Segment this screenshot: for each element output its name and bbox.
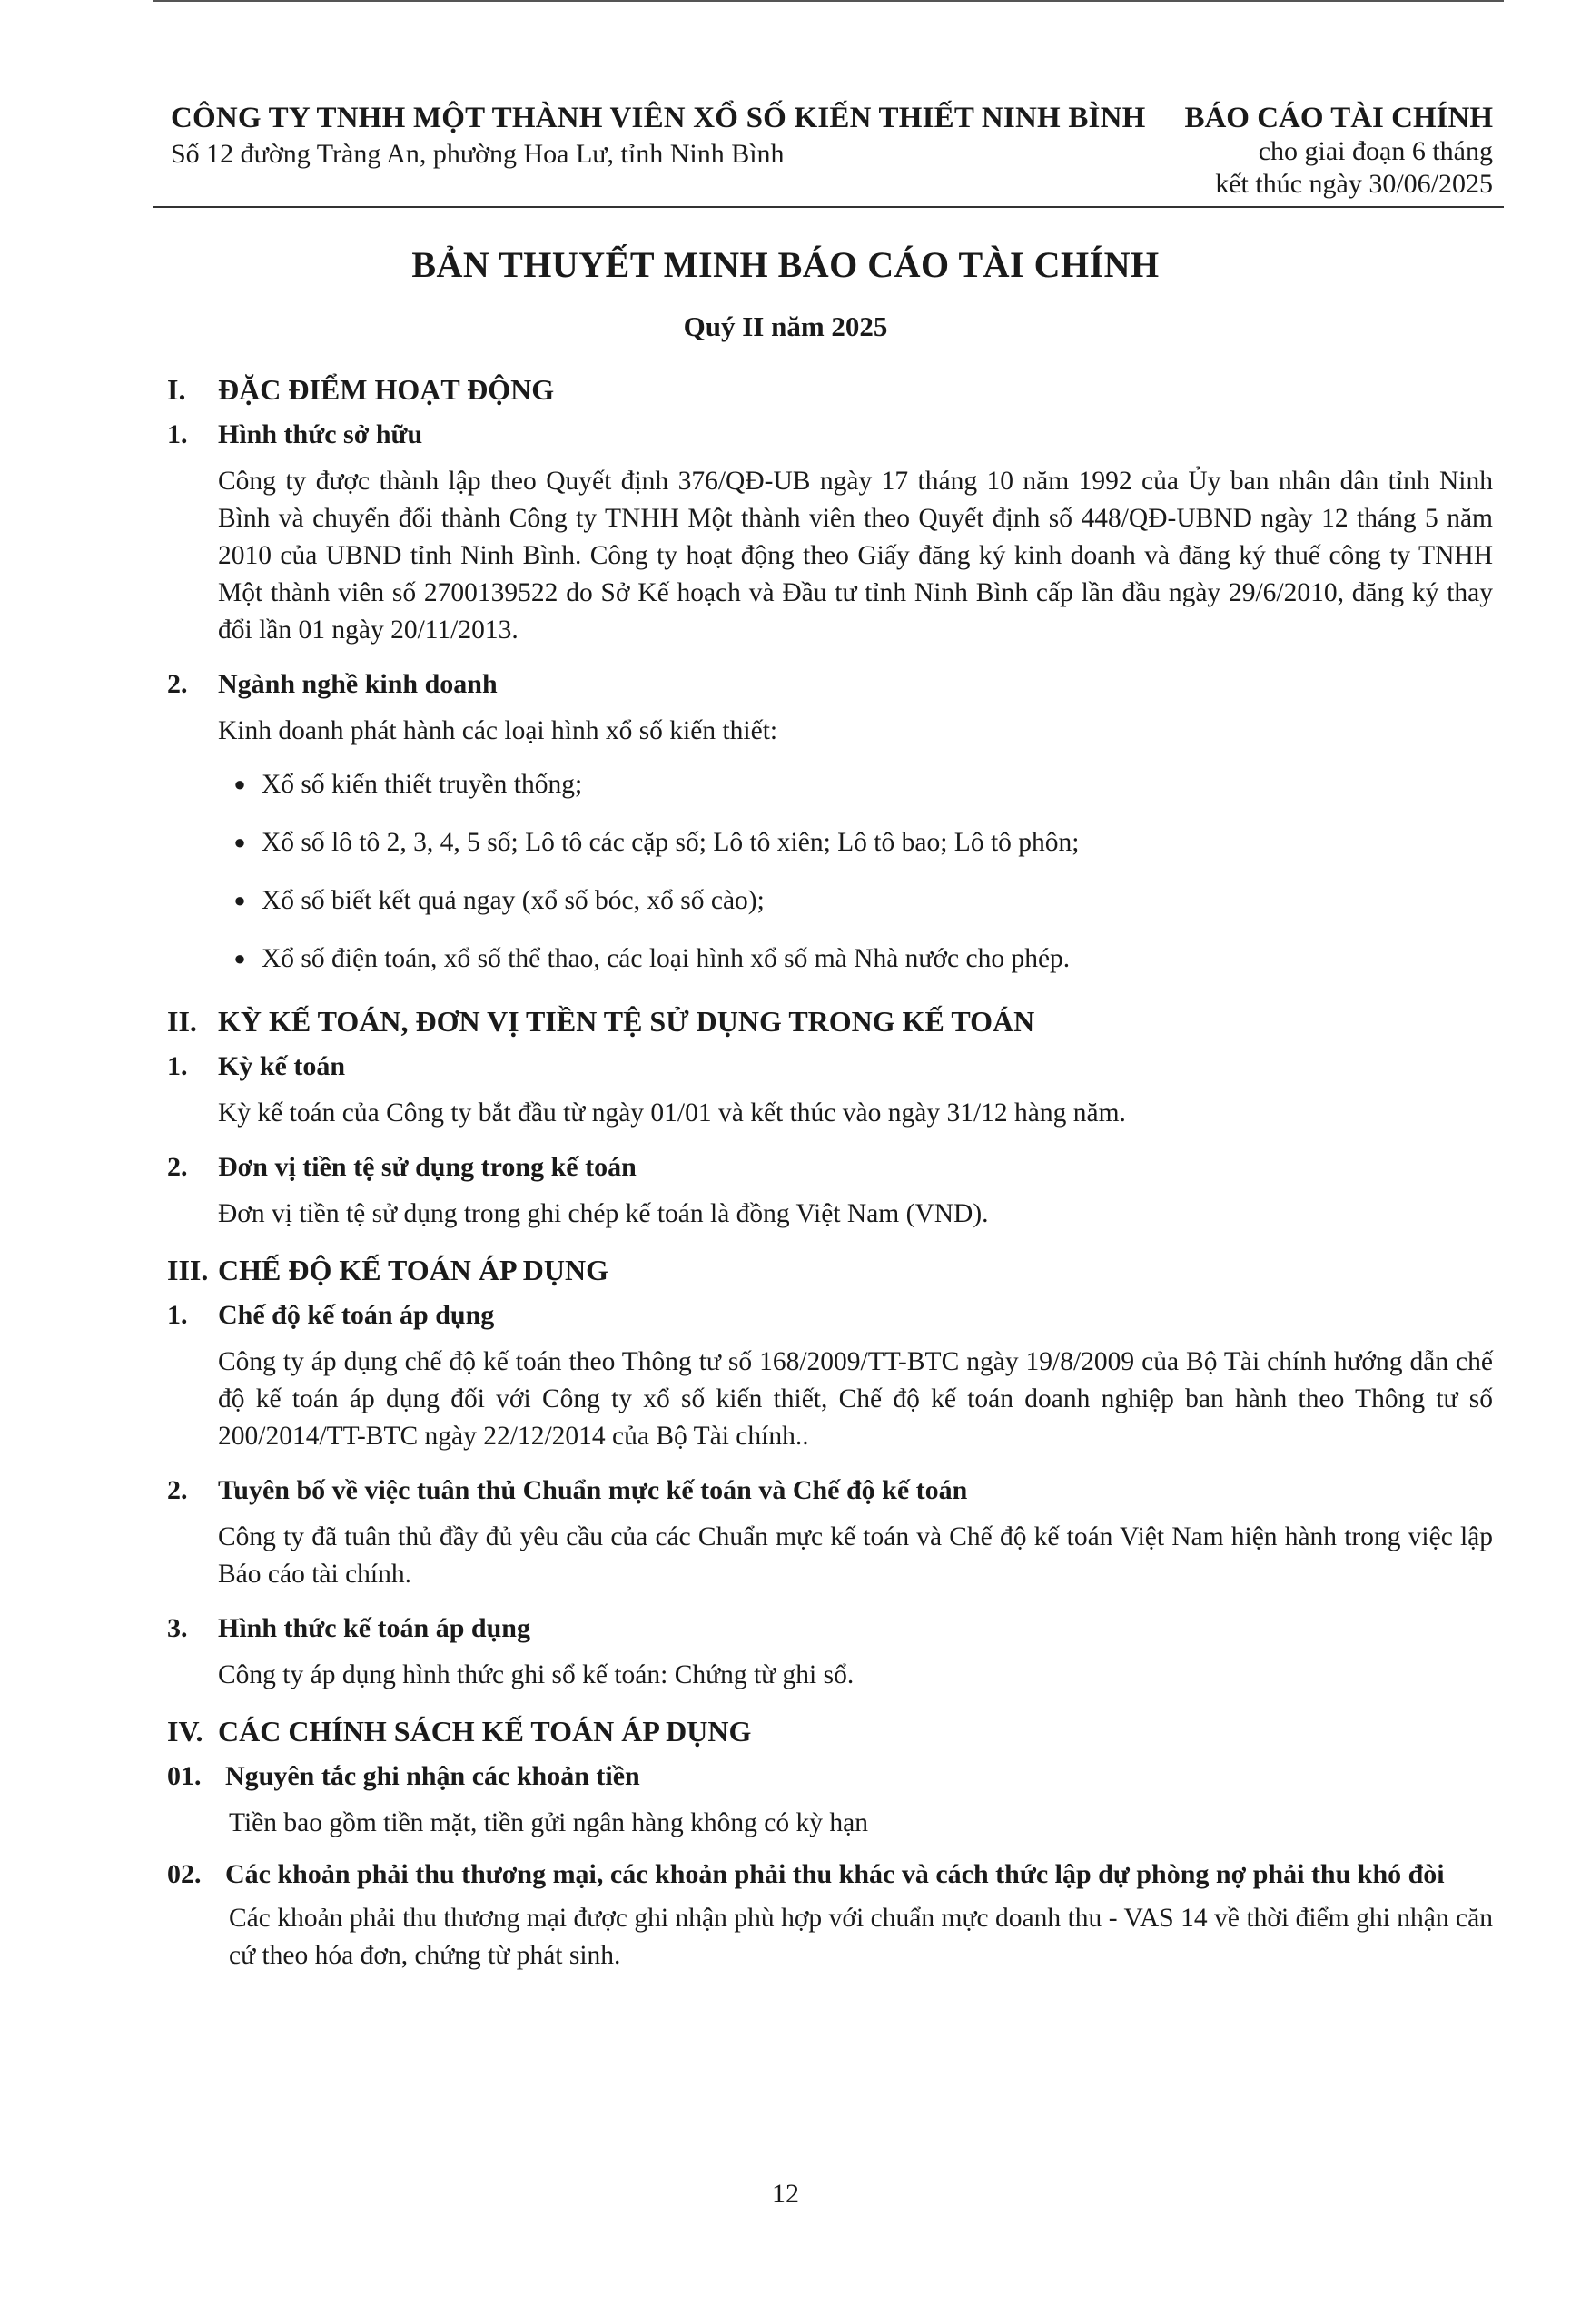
bullet-icon: ● [233,831,246,853]
subsection-heading [167,1608,1493,1649]
subsection-heading [167,1147,1493,1188]
header-divider [153,206,1504,208]
subsection-title: Chế độ kế toán áp dụng [218,1300,495,1330]
subsection-title: Các khoản phải thu thương mại, các khoản phải thu khác và cách thức lập dự phòng nợ phải thu khó đòi [225,1859,1445,1889]
subsection-number: 3. [167,1613,188,1643]
section-number: II. [167,1005,197,1038]
subsection-heading [167,1046,1493,1088]
subsection-number: 1. [167,1300,188,1330]
subsection-heading [167,1756,1493,1797]
paragraph: Kinh doanh phát hành các loại hình xổ số kiến thiết: [218,716,778,745]
top-edge-rule [153,0,1504,2]
report-period: cho giai đoạn 6 tháng [1258,136,1493,166]
paragraph: Đơn vị tiền tệ sử dụng trong ghi chép kế toán là đồng Việt Nam (VND). [218,1199,989,1228]
bullet-icon: ● [233,889,246,911]
subsection-heading [167,414,1493,456]
report-period-end: kết thúc ngày 30/06/2025 [1215,169,1493,199]
paragraph: Công ty được thành lập theo Quyết định 376/QĐ-UB ngày 17 tháng 10 năm 1992 của Ủy ban nhân dân tỉnh Ninh Bình và chuyển đổi thành Công ty TNHH Một thành viên theo Quyết định số 448/QĐ-UBND ngày 12 tháng 5 năm 2010 của UBND tỉnh Ninh Bình. Công ty hoạt động theo Giấy đăng ký kinh doanh và đăng ký thuế công ty TNHH Một thành viên số 2700139522 do Sở Kế hoạch và Đầu tư tỉnh Ninh Bình cấp lần đầu ngày 29/6/2010, đăng ký thay đổi lần 01 ngày 20/11/2013. [218,467,1493,645]
paragraph: Các khoản phải thu thương mại được ghi nhận phù hợp với chuẩn mực doanh thu - VAS 14 về thời điểm ghi nhận căn cứ theo hóa đơn, chứng từ phát sinh. [229,1904,1493,1970]
section-number: III. [167,1254,209,1286]
document-title: BẢN THUYẾT MINH BÁO CÁO TÀI CHÍNH [411,244,1160,285]
subsection-number: 1. [167,1051,188,1081]
document-subtitle: Quý II năm 2025 [683,310,888,342]
list-item-text: Xổ số điện toán, xổ số thể thao, các loại hình xổ số mà Nhà nước cho phép. [262,944,1071,973]
list-item [218,872,1493,930]
paragraph: Tiền bao gồm tiền mặt, tiền gửi ngân hàng không có kỳ hạn [229,1808,868,1837]
section-number: I. [167,373,186,406]
subsection-number: 2. [167,669,188,699]
bullet-icon: ● [233,947,246,970]
subsection-heading [167,1470,1493,1512]
paragraph: Công ty đã tuân thủ đầy đủ yêu cầu của các Chuẩn mực kế toán và Chế độ kế toán Việt Nam hiện hành trong việc lập Báo cáo tài chính. [218,1522,1493,1589]
report-title: BÁO CÁO TÀI CHÍNH [1184,102,1493,134]
bullet-list [218,755,1493,988]
subsection-number: 2. [167,1152,188,1182]
section-heading [167,1710,1493,1752]
bullet-icon: ● [233,773,246,795]
subsection-heading [167,1856,1493,1893]
subsection-number: 02. [167,1859,202,1889]
header-right [1112,102,1493,201]
section-title: ĐẶC ĐIỂM HOẠT ĐỘNG [218,373,555,406]
company-address: Số 12 đường Tràng An, phường Hoa Lư, tỉnh Ninh Bình [171,139,785,169]
paragraph: Kỳ kế toán của Công ty bắt đầu từ ngày 01/01 và kết thúc vào ngày 31/12 hàng năm. [218,1098,1126,1128]
subsection-title: Ngành nghề kinh doanh [218,669,498,699]
subsection-title: Tuyên bố về việc tuân thủ Chuẩn mực kế toán và Chế độ kế toán [218,1475,968,1505]
header-left [171,102,1151,170]
subsection-heading [167,1295,1493,1336]
list-item-text: Xổ số lô tô 2, 3, 4, 5 số; Lô tô các cặp số; Lô tô xiên; Lô tô bao; Lô tô phôn; [262,828,1080,857]
subsection-title: Nguyên tắc ghi nhận các khoản tiền [225,1761,640,1791]
subsection-title: Kỳ kế toán [218,1051,346,1081]
section-heading [167,369,1493,410]
list-item [218,930,1493,988]
section-title: CÁC CHÍNH SÁCH KẾ TOÁN ÁP DỤNG [218,1715,752,1748]
page-number: 12 [772,2179,799,2209]
subsection-heading [167,664,1493,705]
section-title: KỲ KẾ TOÁN, ĐƠN VỊ TIỀN TỆ SỬ DỤNG TRONG KẾ TOÁN [218,1005,1035,1038]
subsection-number: 2. [167,1475,188,1505]
section-title: CHẾ ĐỘ KẾ TOÁN ÁP DỤNG [218,1254,608,1286]
list-item [218,755,1493,813]
list-item-text: Xổ số biết kết quả ngay (xổ số bóc, xổ số cào); [262,886,765,915]
section-heading [167,1249,1493,1291]
company-name: CÔNG TY TNHH MỘT THÀNH VIÊN XỔ SỐ KIẾN THIẾT NINH BÌNH [171,102,1146,134]
subsection-number: 1. [167,419,188,449]
subsection-title: Đơn vị tiền tệ sử dụng trong kế toán [218,1152,637,1182]
section-number: IV. [167,1715,203,1748]
list-item-text: Xổ số kiến thiết truyền thống; [262,770,583,799]
list-item [218,813,1493,872]
section-heading [167,1000,1493,1042]
paragraph: Công ty áp dụng hình thức ghi sổ kế toán: Chứng từ ghi sổ. [218,1660,855,1689]
subsection-number: 01. [167,1761,202,1791]
paragraph: Công ty áp dụng chế độ kế toán theo Thông tư số 168/2009/TT-BTC ngày 19/8/2009 của Bộ Tài chính hướng dẫn chế độ kế toán áp dụng đối với Công ty xổ số kiến thiết, Chế độ kế toán doanh nghiệp ban hành theo Thông tư số 200/2014/TT-BTC ngày 22/12/2014 của Bộ Tài chính.. [218,1347,1493,1451]
document-body [167,361,1493,1974]
subsection-title: Hình thức sở hữu [218,419,423,449]
subsection-title: Hình thức kế toán áp dụng [218,1613,530,1643]
